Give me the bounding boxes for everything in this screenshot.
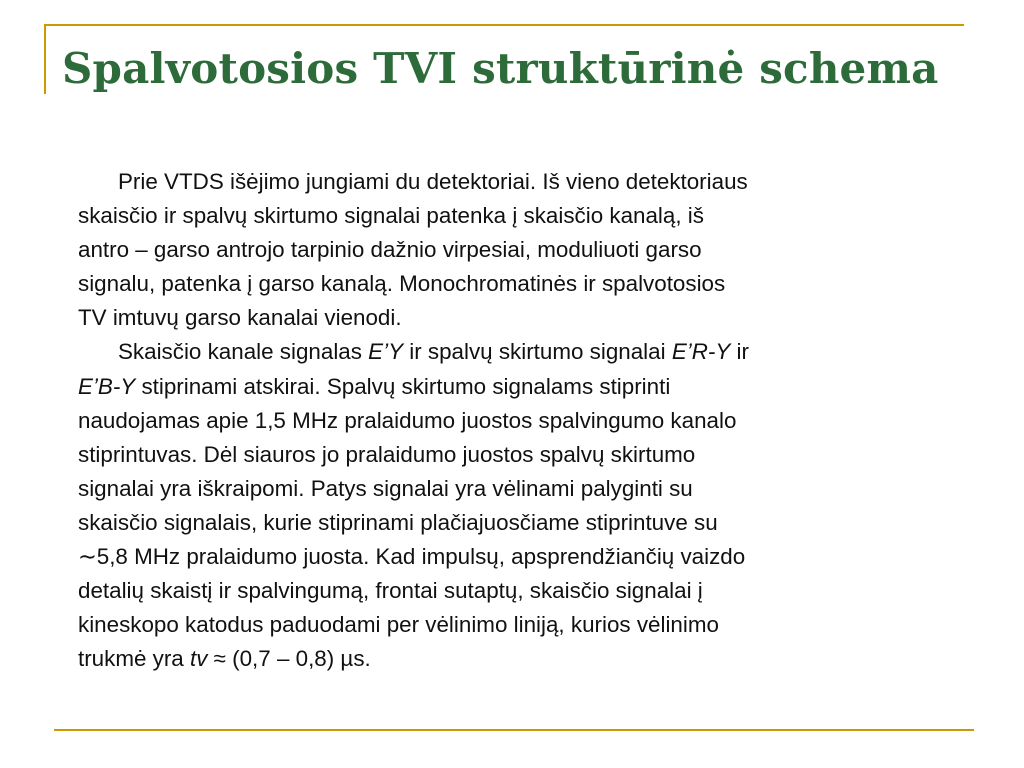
top-rule bbox=[44, 24, 964, 26]
paragraph-2-line: detalių skaistį ir spalvingumą, frontai sutaptų, skaisčio signalai į bbox=[78, 578, 703, 604]
text-run: ir bbox=[730, 339, 749, 365]
paragraph-2-line: signalai yra iškraipomi. Patys signalai yra vėlinami palyginti su bbox=[78, 475, 693, 501]
paragraph-1-line: skaisčio ir spalvų skirtumo signalai patenka į skaisčio kanalą, iš bbox=[78, 203, 704, 229]
paragraph-2-line: naudojamas apie 1,5 MHz pralaidumo juostos spalvingumo kanalo bbox=[78, 407, 737, 433]
signal-symbol-ey: E’Y bbox=[368, 339, 404, 365]
paragraph-1-line: TV imtuvų garso kanalai vienodi. bbox=[78, 305, 402, 331]
paragraph-2-line bbox=[78, 642, 938, 676]
paragraph-1-line: antro – garso antrojo tarpinio dažnio virpesiai, moduliuoti garso bbox=[78, 237, 702, 263]
slide-title: Spalvotosios TVI struktūrinė schema bbox=[62, 44, 939, 93]
paragraph-2-line: skaisčio signalais, kurie stiprinami plačiajuosčiame stiprintuve su bbox=[78, 509, 718, 535]
text-run: ir spalvų skirtumo signalai bbox=[403, 339, 672, 365]
slide-body bbox=[78, 165, 938, 676]
text-run: ≈ (0,7 – 0,8) µs. bbox=[207, 646, 371, 672]
left-rule bbox=[44, 24, 46, 94]
paragraph-1-line: signalu, patenka į garso kanalą. Monochromatinės ir spalvotosios bbox=[78, 271, 726, 297]
paragraph-2-line: kineskopo katodus paduodami per vėlinimo liniją, kurios vėlinimo bbox=[78, 612, 719, 638]
signal-symbol-eby: E’B-Y bbox=[78, 373, 136, 399]
signal-symbol-ery: E’R-Y bbox=[671, 339, 731, 365]
text-run: Skaisčio kanale signalas bbox=[118, 339, 369, 365]
paragraph-2-line: stiprintuvas. Dėl siauros jo pralaidumo juostos spalvų skirtumo bbox=[78, 441, 696, 467]
delay-symbol-tv: tv bbox=[189, 646, 208, 672]
paragraph-2-line bbox=[78, 370, 938, 404]
text-run: trukmė yra bbox=[78, 646, 190, 672]
bottom-rule bbox=[54, 729, 974, 731]
paragraph-1-line: Prie VTDS išėjimo jungiami du detektoriai. Iš vieno detektoriaus bbox=[118, 169, 748, 194]
paragraph-2-line: ∼5,8 MHz pralaidumo juosta. Kad impulsų, apsprendžiančių vaizdo bbox=[78, 544, 746, 570]
paragraph-2-line bbox=[78, 335, 938, 369]
text-run: stiprinami atskirai. Spalvų skirtumo signalams stiprinti bbox=[135, 373, 671, 399]
